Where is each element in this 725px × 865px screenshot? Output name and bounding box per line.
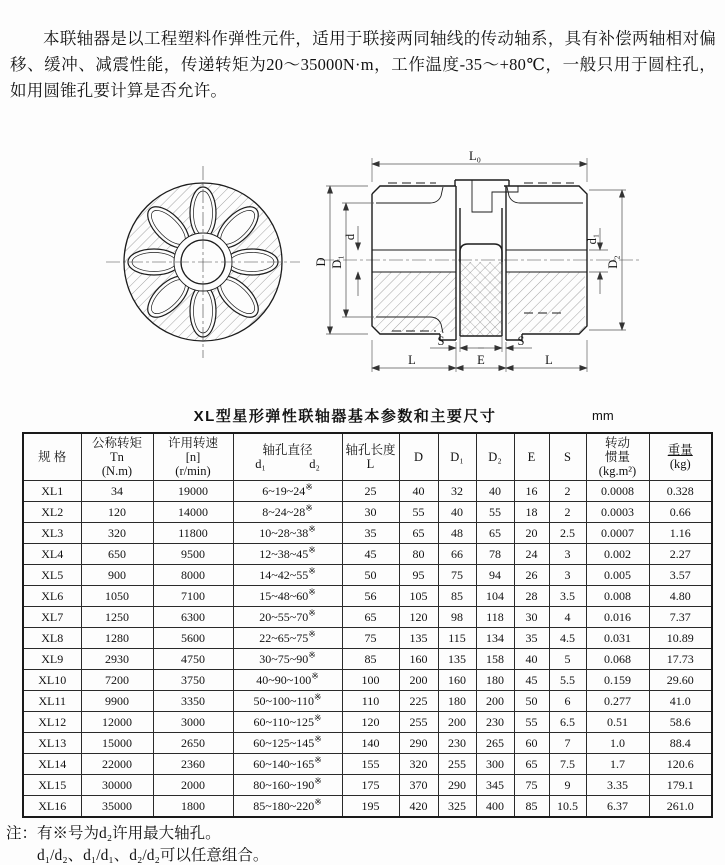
table-row — [23, 796, 712, 818]
cell-L: 65 — [342, 607, 399, 628]
cell-weight: 17.73 — [649, 649, 712, 670]
cell-spec: XL6 — [23, 586, 81, 607]
cell-inertia: 0.031 — [586, 628, 649, 649]
cell-weight: 7.37 — [649, 607, 712, 628]
cell-D1: 230 — [438, 733, 476, 754]
cell-S: 3 — [549, 544, 586, 565]
col-header-torque: 公称转矩 Tn (N.m) — [81, 433, 153, 481]
cell-D2: 230 — [476, 712, 514, 733]
cell-speed: 14000 — [153, 502, 233, 523]
table-row — [23, 628, 712, 649]
cell-D: 105 — [399, 586, 438, 607]
cell-D1: 200 — [438, 712, 476, 733]
max-bore-mark: ※ — [308, 586, 316, 597]
max-bore-mark: ※ — [314, 733, 322, 744]
table-row — [23, 607, 712, 628]
cell-D: 120 — [399, 607, 438, 628]
table-row — [23, 586, 712, 607]
dim-label-d1-hub: D₁ — [330, 255, 344, 269]
col-header-spec: 规 格 — [23, 433, 81, 481]
max-bore-mark: ※ — [308, 628, 316, 639]
cell-D2: 345 — [476, 775, 514, 796]
col-header-E: E — [514, 433, 549, 481]
cell-E: 65 — [514, 754, 549, 775]
cell-weight: 1.16 — [649, 523, 712, 544]
cell-speed: 3350 — [153, 691, 233, 712]
col-header-speed: 许用转速 [n] (r/min) — [153, 433, 233, 481]
table-row — [23, 754, 712, 775]
cell-S: 2 — [549, 481, 586, 502]
cell-inertia: 0.016 — [586, 607, 649, 628]
max-bore-mark: ※ — [308, 565, 316, 576]
table-row — [23, 712, 712, 733]
cell-bore: 15~48~60※ — [233, 586, 342, 607]
cell-L: 75 — [342, 628, 399, 649]
cell-D: 55 — [399, 502, 438, 523]
cell-inertia: 3.35 — [586, 775, 649, 796]
dim-label-d-outer: D — [314, 257, 328, 267]
cell-D1: 48 — [438, 523, 476, 544]
cell-L: 195 — [342, 796, 399, 818]
cell-D1: 32 — [438, 481, 476, 502]
cell-L: 35 — [342, 523, 399, 544]
cell-D2: 158 — [476, 649, 514, 670]
dim-label-l-right: L — [545, 353, 553, 367]
cell-D: 255 — [399, 712, 438, 733]
col-header-D: D — [399, 433, 438, 481]
cell-spec: XL1 — [23, 481, 81, 502]
cell-weight: 179.1 — [649, 775, 712, 796]
cell-E: 30 — [514, 607, 549, 628]
dim-label-e: E — [477, 353, 485, 367]
cell-spec: XL14 — [23, 754, 81, 775]
cell-S: 4.5 — [549, 628, 586, 649]
col-header-D1: D₁ — [438, 433, 476, 481]
cell-D1: 135 — [438, 649, 476, 670]
cell-S: 3.5 — [549, 586, 586, 607]
cell-inertia: 0.159 — [586, 670, 649, 691]
col-header-bore: 轴孔直径 d₁ d₂ — [233, 433, 342, 481]
cell-D2: 300 — [476, 754, 514, 775]
max-bore-mark: ※ — [308, 523, 316, 534]
cell-L: 56 — [342, 586, 399, 607]
max-bore-mark: ※ — [305, 502, 313, 513]
cell-E: 20 — [514, 523, 549, 544]
cell-E: 26 — [514, 565, 549, 586]
cell-bore: 40~90~100※ — [233, 670, 342, 691]
cell-E: 24 — [514, 544, 549, 565]
cell-speed: 4750 — [153, 649, 233, 670]
max-bore-mark: ※ — [314, 712, 322, 723]
max-bore-mark: ※ — [305, 481, 313, 492]
cell-S: 7 — [549, 733, 586, 754]
cell-L: 100 — [342, 670, 399, 691]
cell-inertia: 0.0007 — [586, 523, 649, 544]
dim-label-s-left: S — [437, 334, 445, 348]
col-header-D2: D₂ — [476, 433, 514, 481]
max-bore-mark: ※ — [314, 796, 322, 807]
cell-D1: 85 — [438, 586, 476, 607]
cell-S: 9 — [549, 775, 586, 796]
cell-inertia: 1.7 — [586, 754, 649, 775]
cell-S: 5.5 — [549, 670, 586, 691]
cell-weight: 88.4 — [649, 733, 712, 754]
dim-label-d1-bore: d₁ — [585, 233, 599, 245]
cell-torque: 15000 — [81, 733, 153, 754]
cell-D1: 66 — [438, 544, 476, 565]
cell-weight: 4.80 — [649, 586, 712, 607]
cell-E: 85 — [514, 796, 549, 818]
cell-bore: 22~65~75※ — [233, 628, 342, 649]
cell-bore: 8~24~28※ — [233, 502, 342, 523]
cell-inertia: 0.005 — [586, 565, 649, 586]
cell-D2: 118 — [476, 607, 514, 628]
cell-D2: 265 — [476, 733, 514, 754]
dim-label-l-left: L — [408, 353, 416, 367]
cell-inertia: 0.0008 — [586, 481, 649, 502]
cell-D: 80 — [399, 544, 438, 565]
cell-L: 25 — [342, 481, 399, 502]
note-line-1: 注：有※号为d₂许用最大轴孔。 — [6, 825, 221, 842]
cell-inertia: 6.37 — [586, 796, 649, 818]
cell-D2: 134 — [476, 628, 514, 649]
table-row — [23, 691, 712, 712]
cell-speed: 7100 — [153, 586, 233, 607]
cell-spec: XL4 — [23, 544, 81, 565]
dim-label-d-bore: d — [343, 233, 357, 241]
cell-spec: XL10 — [23, 670, 81, 691]
cell-D: 370 — [399, 775, 438, 796]
cell-bore: 20~55~70※ — [233, 607, 342, 628]
cell-D2: 400 — [476, 796, 514, 818]
max-bore-mark: ※ — [308, 649, 316, 660]
cell-spec: XL9 — [23, 649, 81, 670]
max-bore-mark: ※ — [314, 775, 322, 786]
cell-D: 200 — [399, 670, 438, 691]
cell-torque: 9900 — [81, 691, 153, 712]
parameters-table — [22, 432, 713, 818]
cell-torque: 34 — [81, 481, 153, 502]
cell-E: 40 — [514, 649, 549, 670]
cell-S: 2.5 — [549, 523, 586, 544]
cell-D2: 180 — [476, 670, 514, 691]
cell-D2: 40 — [476, 481, 514, 502]
cell-inertia: 0.068 — [586, 649, 649, 670]
cell-inertia: 1.0 — [586, 733, 649, 754]
col-header-inertia: 转动 惯量 (kg.m²) — [586, 433, 649, 481]
table-row — [23, 544, 712, 565]
cell-E: 60 — [514, 733, 549, 754]
cell-spec: XL12 — [23, 712, 81, 733]
cell-speed: 11800 — [153, 523, 233, 544]
cell-S: 4 — [549, 607, 586, 628]
cell-L: 50 — [342, 565, 399, 586]
coupling-section-view — [314, 149, 640, 372]
table-row — [23, 565, 712, 586]
cell-S: 10.5 — [549, 796, 586, 818]
cell-spec: XL15 — [23, 775, 81, 796]
header-row — [23, 433, 712, 481]
cell-weight: 3.57 — [649, 565, 712, 586]
cell-bore: 6~19~24※ — [233, 481, 342, 502]
cell-torque: 12000 — [81, 712, 153, 733]
unit-label: mm — [592, 408, 614, 423]
cell-spec: XL11 — [23, 691, 81, 712]
cell-speed: 9500 — [153, 544, 233, 565]
cell-E: 35 — [514, 628, 549, 649]
max-bore-mark: ※ — [308, 607, 316, 618]
cell-weight: 120.6 — [649, 754, 712, 775]
cell-bore: 14~42~55※ — [233, 565, 342, 586]
cell-L: 45 — [342, 544, 399, 565]
max-bore-mark: ※ — [314, 691, 322, 702]
cell-bore: 10~28~38※ — [233, 523, 342, 544]
cell-D: 320 — [399, 754, 438, 775]
cell-speed: 8000 — [153, 565, 233, 586]
note-line-2: d₁/d₂、d₁/d₁、d₂/d₂可以任意组合。 — [37, 847, 269, 864]
cell-bore: 30~75~90※ — [233, 649, 342, 670]
cell-weight: 10.89 — [649, 628, 712, 649]
cell-weight: 261.0 — [649, 796, 712, 818]
cell-E: 18 — [514, 502, 549, 523]
cell-L: 155 — [342, 754, 399, 775]
cell-D: 420 — [399, 796, 438, 818]
cell-D1: 115 — [438, 628, 476, 649]
cell-inertia: 0.008 — [586, 586, 649, 607]
col-header-S: S — [549, 433, 586, 481]
table-row — [23, 523, 712, 544]
technical-drawing — [0, 140, 725, 388]
cell-speed: 3750 — [153, 670, 233, 691]
cell-L: 175 — [342, 775, 399, 796]
cell-torque: 900 — [81, 565, 153, 586]
cell-S: 3 — [549, 565, 586, 586]
max-bore-mark: ※ — [311, 670, 319, 681]
cell-S: 6 — [549, 691, 586, 712]
cell-L: 30 — [342, 502, 399, 523]
cell-bore: 60~140~165※ — [233, 754, 342, 775]
cell-D: 40 — [399, 481, 438, 502]
cell-weight: 41.0 — [649, 691, 712, 712]
cell-S: 2 — [549, 502, 586, 523]
cell-D2: 200 — [476, 691, 514, 712]
table-row — [23, 775, 712, 796]
cell-bore: 60~110~125※ — [233, 712, 342, 733]
cell-speed: 2360 — [153, 754, 233, 775]
cell-L: 110 — [342, 691, 399, 712]
dim-label-d2-flange: D₂ — [606, 255, 620, 269]
max-bore-mark: ※ — [314, 754, 322, 765]
dim-label-s-right: S — [517, 334, 525, 348]
cell-bore: 80~160~190※ — [233, 775, 342, 796]
cell-torque: 1050 — [81, 586, 153, 607]
cell-E: 50 — [514, 691, 549, 712]
col-header-weight: 重量 (kg) — [649, 433, 712, 481]
cell-D: 95 — [399, 565, 438, 586]
cell-spec: XL16 — [23, 796, 81, 818]
cell-speed: 2650 — [153, 733, 233, 754]
cell-bore: 85~180~220※ — [233, 796, 342, 818]
cell-weight: 2.27 — [649, 544, 712, 565]
cell-bore: 50~100~110※ — [233, 691, 342, 712]
cell-D2: 94 — [476, 565, 514, 586]
table-row — [23, 502, 712, 523]
cell-weight: 29.60 — [649, 670, 712, 691]
cell-weight: 0.66 — [649, 502, 712, 523]
table-row — [23, 670, 712, 691]
cell-D1: 160 — [438, 670, 476, 691]
cell-torque: 35000 — [81, 796, 153, 818]
cell-D: 135 — [399, 628, 438, 649]
cell-S: 6.5 — [549, 712, 586, 733]
cell-E: 28 — [514, 586, 549, 607]
cell-E: 55 — [514, 712, 549, 733]
cell-D: 65 — [399, 523, 438, 544]
cell-D1: 75 — [438, 565, 476, 586]
table-row — [23, 481, 712, 502]
cell-D2: 78 — [476, 544, 514, 565]
cell-D1: 98 — [438, 607, 476, 628]
cell-torque: 22000 — [81, 754, 153, 775]
coupling-front-view — [106, 166, 300, 358]
cell-torque: 650 — [81, 544, 153, 565]
cell-speed: 19000 — [153, 481, 233, 502]
cell-D: 225 — [399, 691, 438, 712]
cell-torque: 2930 — [81, 649, 153, 670]
cell-L: 85 — [342, 649, 399, 670]
cell-D1: 290 — [438, 775, 476, 796]
cell-torque: 1280 — [81, 628, 153, 649]
cell-speed: 2000 — [153, 775, 233, 796]
cell-D2: 55 — [476, 502, 514, 523]
cell-D1: 40 — [438, 502, 476, 523]
cell-L: 120 — [342, 712, 399, 733]
cell-S: 5 — [549, 649, 586, 670]
cell-spec: XL2 — [23, 502, 81, 523]
cell-D1: 255 — [438, 754, 476, 775]
dim-label-l0: L₀ — [469, 149, 481, 163]
cell-spec: XL5 — [23, 565, 81, 586]
cell-D: 160 — [399, 649, 438, 670]
cell-speed: 3000 — [153, 712, 233, 733]
cell-speed: 1800 — [153, 796, 233, 818]
cell-bore: 12~38~45※ — [233, 544, 342, 565]
cell-D1: 325 — [438, 796, 476, 818]
cell-D2: 65 — [476, 523, 514, 544]
table-title: XL型星形弹性联轴器基本参数和主要尺寸 — [193, 408, 497, 425]
cell-spec: XL8 — [23, 628, 81, 649]
cell-E: 75 — [514, 775, 549, 796]
max-bore-mark: ※ — [308, 544, 316, 555]
cell-inertia: 0.277 — [586, 691, 649, 712]
cell-speed: 5600 — [153, 628, 233, 649]
cell-weight: 58.6 — [649, 712, 712, 733]
intro-paragraph: 本联轴器是以工程塑料作弹性元件，适用于联接两同轴线的传动轴系，具有补偿两轴相对偏移、缓冲、减震性能，传递转矩为20～35000N·m，工作温度-35～+80℃，一般只用于圆柱孔，如用圆锥孔要计算是否允许。 — [10, 28, 716, 100]
cell-S: 7.5 — [549, 754, 586, 775]
cell-torque: 320 — [81, 523, 153, 544]
col-header-length: 轴孔长度 L — [342, 433, 399, 481]
cell-torque: 30000 — [81, 775, 153, 796]
table-row — [23, 733, 712, 754]
cell-spec: XL3 — [23, 523, 81, 544]
cell-weight: 0.328 — [649, 481, 712, 502]
cell-D2: 104 — [476, 586, 514, 607]
cell-D1: 180 — [438, 691, 476, 712]
cell-D: 290 — [399, 733, 438, 754]
cell-inertia: 0.002 — [586, 544, 649, 565]
cell-bore: 60~125~145※ — [233, 733, 342, 754]
cell-E: 16 — [514, 481, 549, 502]
cell-speed: 6300 — [153, 607, 233, 628]
cell-torque: 7200 — [81, 670, 153, 691]
cell-E: 45 — [514, 670, 549, 691]
table-row — [23, 649, 712, 670]
cell-spec: XL7 — [23, 607, 81, 628]
cell-L: 140 — [342, 733, 399, 754]
cell-spec: XL13 — [23, 733, 81, 754]
cell-inertia: 0.0003 — [586, 502, 649, 523]
cell-inertia: 0.51 — [586, 712, 649, 733]
cell-torque: 120 — [81, 502, 153, 523]
table-body — [23, 481, 712, 818]
cell-torque: 1250 — [81, 607, 153, 628]
